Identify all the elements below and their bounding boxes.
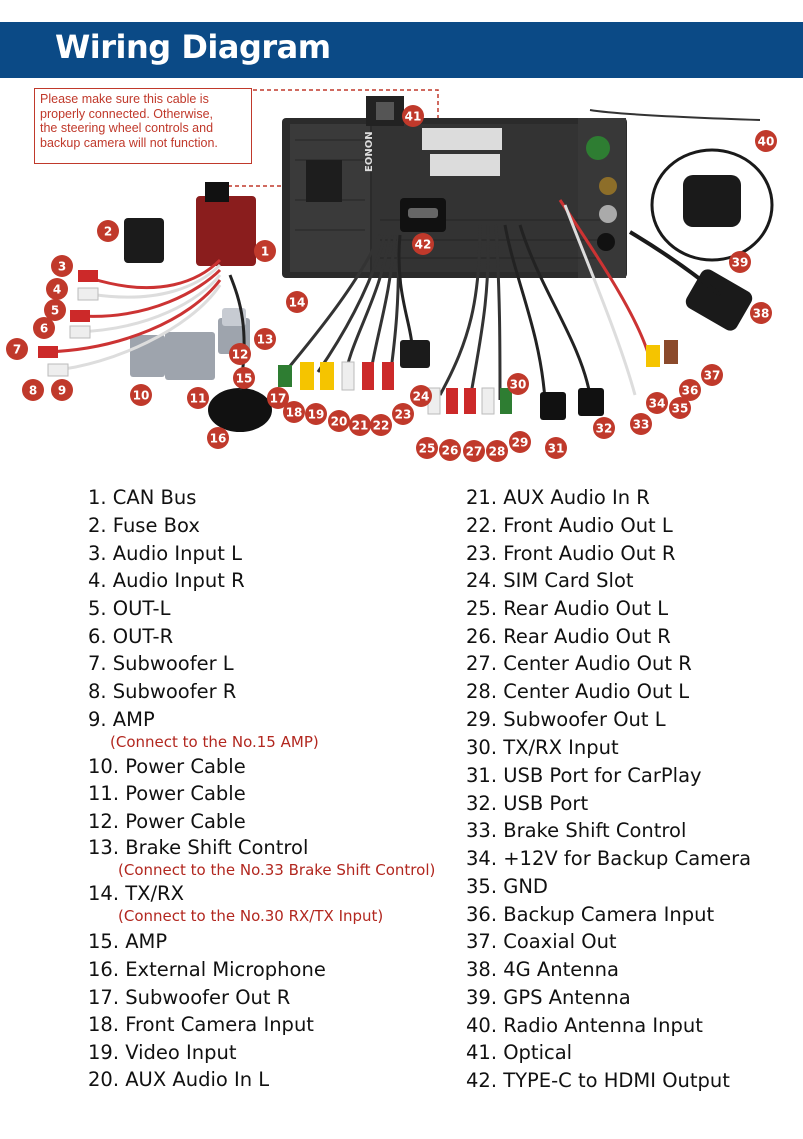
callout-marker-label: 6 bbox=[39, 321, 49, 336]
callout-marker-label: 36 bbox=[681, 383, 699, 398]
legend-item: 42. TYPE-C to HDMI Output bbox=[466, 1069, 730, 1092]
legend-item: 7. Subwoofer L bbox=[88, 652, 234, 675]
callout-marker bbox=[410, 385, 432, 407]
callout-marker-label: 10 bbox=[132, 388, 150, 403]
callout-marker bbox=[233, 367, 255, 389]
legend-item: 21. AUX Audio In R bbox=[466, 486, 650, 509]
legend-item: 15. AMP bbox=[88, 930, 168, 953]
callout-marker-label: 18 bbox=[285, 405, 303, 420]
callout-marker bbox=[254, 328, 276, 350]
note-line: the steering wheel controls and bbox=[40, 121, 214, 135]
note-line: properly connected. Otherwise, bbox=[40, 106, 214, 121]
legend-item: 16. External Microphone bbox=[88, 958, 326, 981]
legend-item-note: (Connect to the No.30 RX/TX Input) bbox=[118, 907, 384, 925]
legend-item: 10. Power Cable bbox=[88, 755, 246, 778]
callout-marker-label: 29 bbox=[511, 435, 529, 450]
callout-marker-label: 7 bbox=[12, 342, 22, 357]
callout-marker bbox=[33, 317, 55, 339]
callout-marker bbox=[6, 338, 28, 360]
legend-item: 39. GPS Antenna bbox=[466, 986, 631, 1009]
callout-marker-label: 21 bbox=[351, 418, 369, 433]
fuse-box bbox=[124, 218, 164, 263]
callout-marker-label: 15 bbox=[235, 371, 253, 386]
legend-item: 30. TX/RX Input bbox=[466, 736, 619, 759]
legend-item: 5. OUT-L bbox=[88, 597, 171, 620]
legend-item: 24. SIM Card Slot bbox=[466, 569, 634, 592]
legend-item: 4. Audio Input R bbox=[88, 569, 245, 592]
legend-item: 36. Backup Camera Input bbox=[466, 903, 715, 926]
callout-marker-label: 41 bbox=[404, 109, 422, 124]
callout-marker-label: 33 bbox=[632, 417, 650, 432]
legend-item-note: (Connect to the No.15 AMP) bbox=[110, 733, 319, 751]
callout-marker-label: 27 bbox=[465, 444, 483, 459]
callout-marker bbox=[328, 410, 350, 432]
callout-marker-label: 28 bbox=[488, 444, 506, 459]
legend-item: 29. Subwoofer Out L bbox=[466, 708, 666, 731]
callout-marker bbox=[509, 431, 531, 453]
callout-marker bbox=[412, 233, 434, 255]
callout-marker bbox=[701, 364, 723, 386]
legend-item: 11. Power Cable bbox=[88, 782, 246, 805]
callout-marker bbox=[370, 414, 392, 436]
callout-marker-label: 42 bbox=[414, 237, 432, 252]
legend-item: 41. Optical bbox=[466, 1041, 573, 1064]
callout-marker bbox=[187, 387, 209, 409]
callout-marker bbox=[593, 417, 615, 439]
callout-marker bbox=[750, 302, 772, 324]
legend-item: 20. AUX Audio In L bbox=[88, 1068, 270, 1091]
callout-marker-label: 38 bbox=[752, 306, 770, 321]
legend-item: 19. Video Input bbox=[88, 1041, 237, 1064]
callout-marker-label: 32 bbox=[595, 421, 613, 436]
callout-marker-label: 17 bbox=[269, 391, 287, 406]
callout-marker bbox=[254, 240, 276, 262]
callout-marker-label: 11 bbox=[189, 391, 207, 406]
legend-item: 27. Center Audio Out R bbox=[466, 652, 692, 675]
microphone bbox=[208, 388, 272, 432]
callout-marker-label: 8 bbox=[28, 383, 38, 398]
callout-marker bbox=[349, 414, 371, 436]
legend-item: 18. Front Camera Input bbox=[88, 1013, 314, 1036]
callout-marker bbox=[402, 105, 424, 127]
callout-marker bbox=[51, 379, 73, 401]
callout-marker-label: 20 bbox=[330, 414, 348, 429]
4g-antenna bbox=[630, 232, 755, 334]
page-title: Wiring Diagram bbox=[55, 28, 331, 66]
callout-marker bbox=[729, 251, 751, 273]
legend-item: 3. Audio Input L bbox=[88, 542, 242, 565]
legend-item: 6. OUT-R bbox=[88, 625, 174, 648]
callout-marker-label: 9 bbox=[57, 383, 67, 398]
legend-item: 38. 4G Antenna bbox=[466, 958, 619, 981]
callout-marker-label: 39 bbox=[731, 255, 749, 270]
callout-marker-label: 37 bbox=[703, 368, 721, 383]
callout-marker bbox=[286, 291, 308, 313]
callout-marker-label: 1 bbox=[260, 244, 270, 259]
power-connector-11 bbox=[165, 332, 215, 380]
legend-item: 25. Rear Audio Out L bbox=[466, 597, 669, 620]
callout-marker-label: 23 bbox=[394, 407, 412, 422]
callout-marker bbox=[392, 403, 414, 425]
legend-item: 34. +12V for Backup Camera bbox=[466, 847, 752, 870]
callout-marker bbox=[416, 437, 438, 459]
legend-item: 37. Coaxial Out bbox=[466, 930, 617, 953]
callout-marker bbox=[545, 437, 567, 459]
callout-marker-label: 5 bbox=[50, 303, 60, 318]
callout-marker bbox=[51, 255, 73, 277]
callout-marker-label: 22 bbox=[372, 418, 390, 433]
note-line: Please make sure this cable is bbox=[40, 92, 209, 106]
callout-marker-label: 2 bbox=[103, 224, 113, 239]
legend bbox=[0, 480, 803, 1100]
callout-marker-label: 3 bbox=[57, 259, 67, 274]
can-bus-box bbox=[196, 182, 256, 266]
legend-item: 26. Rear Audio Out R bbox=[466, 625, 671, 648]
callout-marker-label: 35 bbox=[671, 401, 689, 416]
callout-marker bbox=[207, 427, 229, 449]
callout-marker bbox=[507, 373, 529, 395]
callout-marker bbox=[46, 278, 68, 300]
callout-marker-label: 34 bbox=[648, 396, 666, 411]
callout-marker bbox=[283, 401, 305, 423]
callout-marker bbox=[486, 440, 508, 462]
callout-marker bbox=[646, 392, 668, 414]
callout-marker-label: 25 bbox=[418, 441, 436, 456]
legend-item: 35. GND bbox=[466, 875, 548, 898]
callout-marker bbox=[305, 403, 327, 425]
legend-item: 1. CAN Bus bbox=[88, 486, 197, 509]
header bbox=[0, 0, 803, 78]
legend-item-note: (Connect to the No.33 Brake Shift Control) bbox=[118, 861, 436, 879]
legend-item: 12. Power Cable bbox=[88, 810, 246, 833]
callout-marker-label: 24 bbox=[412, 389, 430, 404]
legend-item: 40. Radio Antenna Input bbox=[466, 1014, 703, 1037]
legend-item: 31. USB Port for CarPlay bbox=[466, 764, 702, 787]
legend-item: 13. Brake Shift Control bbox=[88, 836, 309, 859]
callout-marker-label: 14 bbox=[288, 295, 306, 310]
callout-marker bbox=[22, 379, 44, 401]
callout-marker bbox=[130, 384, 152, 406]
callout-marker-label: 12 bbox=[231, 347, 249, 362]
callout-marker-label: 13 bbox=[256, 332, 274, 347]
legend-item: 9. AMP bbox=[88, 708, 155, 731]
callout-marker-label: 16 bbox=[209, 431, 227, 446]
note-line: backup camera will not function. bbox=[40, 135, 218, 150]
legend-item: 17. Subwoofer Out R bbox=[88, 986, 291, 1009]
legend-item: 28. Center Audio Out L bbox=[466, 680, 690, 703]
legend-item: 32. USB Port bbox=[466, 792, 589, 815]
warning-note bbox=[34, 88, 252, 164]
callout-marker bbox=[679, 379, 701, 401]
callout-marker bbox=[439, 439, 461, 461]
callout-marker bbox=[97, 220, 119, 242]
callout-marker-label: 31 bbox=[547, 441, 565, 456]
legend-item: 14. TX/RX bbox=[88, 882, 184, 905]
callout-marker bbox=[229, 343, 251, 365]
callout-marker-label: 30 bbox=[509, 377, 527, 392]
legend-item: 33. Brake Shift Control bbox=[466, 819, 687, 842]
callout-marker-label: 4 bbox=[52, 282, 62, 297]
callout-marker-label: 19 bbox=[307, 407, 325, 422]
legend-item: 22. Front Audio Out L bbox=[466, 514, 673, 537]
brand-logo: EONON bbox=[364, 131, 375, 172]
head-unit bbox=[282, 96, 627, 278]
legend-item: 23. Front Audio Out R bbox=[466, 542, 676, 565]
legend-item: 2. Fuse Box bbox=[88, 514, 200, 537]
legend-item: 8. Subwoofer R bbox=[88, 680, 237, 703]
callout-marker bbox=[463, 440, 485, 462]
callout-marker-label: 26 bbox=[441, 443, 459, 458]
callout-marker-label: 40 bbox=[757, 134, 775, 149]
gps-antenna bbox=[652, 150, 772, 260]
callout-marker bbox=[755, 130, 777, 152]
callout-marker bbox=[630, 413, 652, 435]
